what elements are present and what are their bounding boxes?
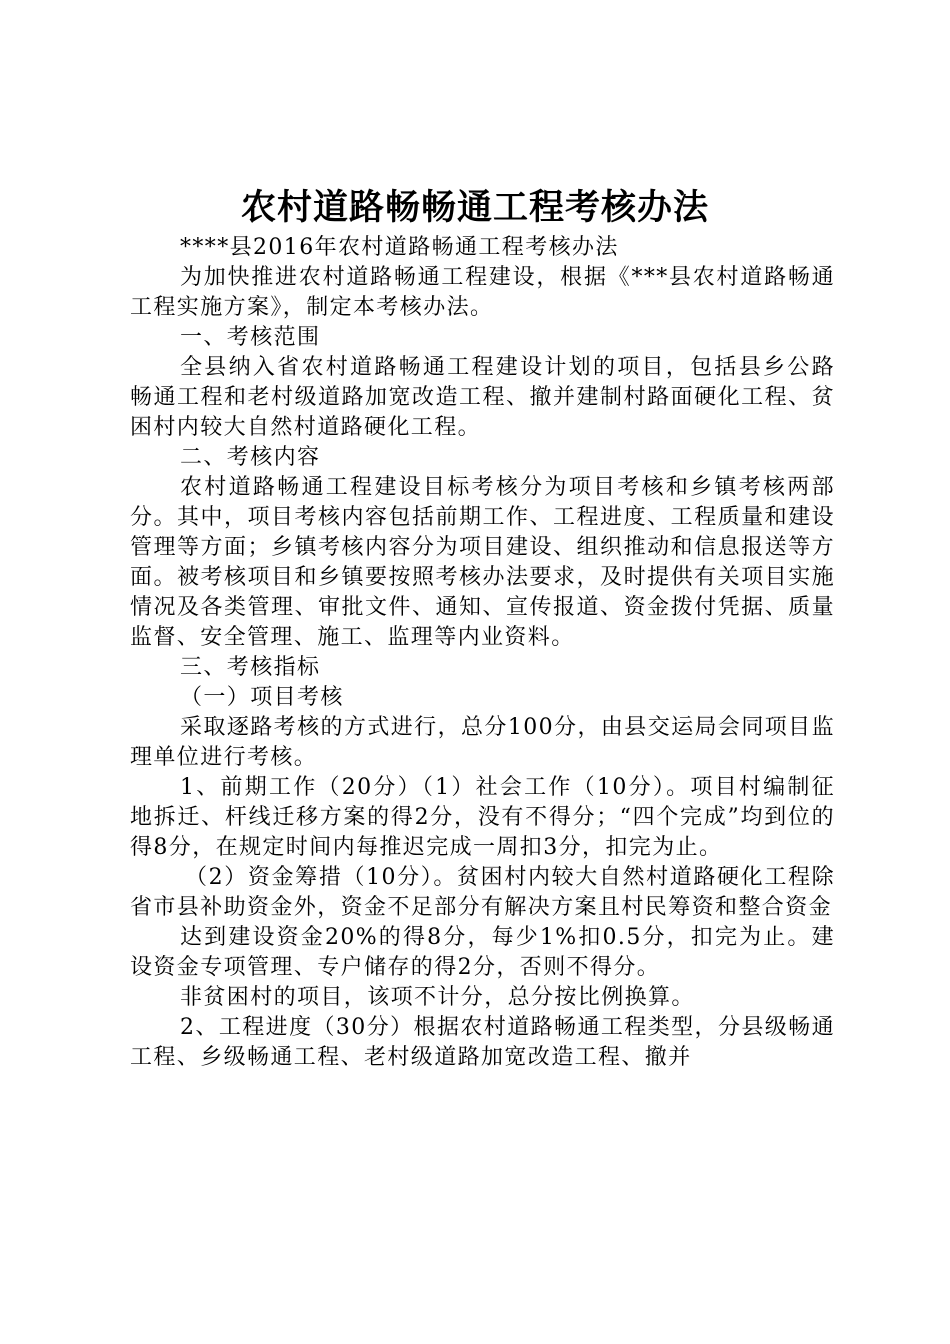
section-heading-scope: 一、考核范围: [180, 325, 321, 350]
document-title: 农村道路畅畅通工程考核办法: [240, 188, 709, 228]
subtitle-paragraph: ****县2016年农村道路畅通工程考核办法: [180, 235, 619, 260]
scope-paragraph: 全县纳入省农村道路畅通工程建设计划的项目，包括县乡公路畅通工程和老村级道路加宽改造工程、撤并建制村路面硬化工程、贫困村内较大自然村道路硬化工程。: [130, 355, 835, 440]
subsection-heading-project: （一）项目考核: [180, 685, 344, 710]
progress-paragraph: 2、工程进度（30分）根据农村道路畅通工程类型，分县级畅通工程、乡级畅通工程、老村级道路加宽改造工程、撤并: [130, 1015, 835, 1070]
intro-paragraph: 为加快推进农村道路畅通工程建设，根据《***县农村道路畅通工程实施方案》，制定本考核办法。: [130, 265, 835, 320]
method-paragraph: 采取逐路考核的方式进行，总分100分，由县交运局会同项目监理单位进行考核。: [130, 715, 835, 770]
section-heading-indicators: 三、考核指标: [180, 655, 321, 680]
content-paragraph: 农村道路畅通工程建设目标考核分为项目考核和乡镇考核两部分。其中，项目考核内容包括前期工作、工程进度、工程质量和建设管理等方面；乡镇考核内容分为项目建设、组织推动和信息报送等方面。被考核项目和乡镇要按照考核办法要求，及时提供有关项目实施情况及各类管理、审批文件、通知、宣传报道、资金拨付凭据、质量监督、安全管理、施工、监理等内业资料。: [130, 475, 835, 650]
preliminary-work-paragraph: 1、前期工作（20分）（1）社会工作（10分）。项目村编制征地拆迁、杆线迁移方案的得2分，没有不得分；“四个完成”均到位的得8分，在规定时间内每推迟完成一周扣3分，扣完为止。: [130, 775, 835, 860]
section-heading-content: 二、考核内容: [180, 445, 321, 470]
funding-paragraph: （2）资金筹措（10分）。贫困村内较大自然村道路硬化工程除省市县补助资金外，资金不足部分有解决方案且村民筹资和整合资金: [130, 865, 835, 920]
funding-score-paragraph: 达到建设资金20%的得8分，每少1%扣0.5分，扣完为止。建设资金专项管理、专户储存的得2分，否则不得分。: [130, 925, 835, 980]
document-body: [130, 233, 835, 1073]
non-poor-village-paragraph: 非贫困村的项目，该项不计分，总分按比例换算。: [180, 985, 695, 1010]
